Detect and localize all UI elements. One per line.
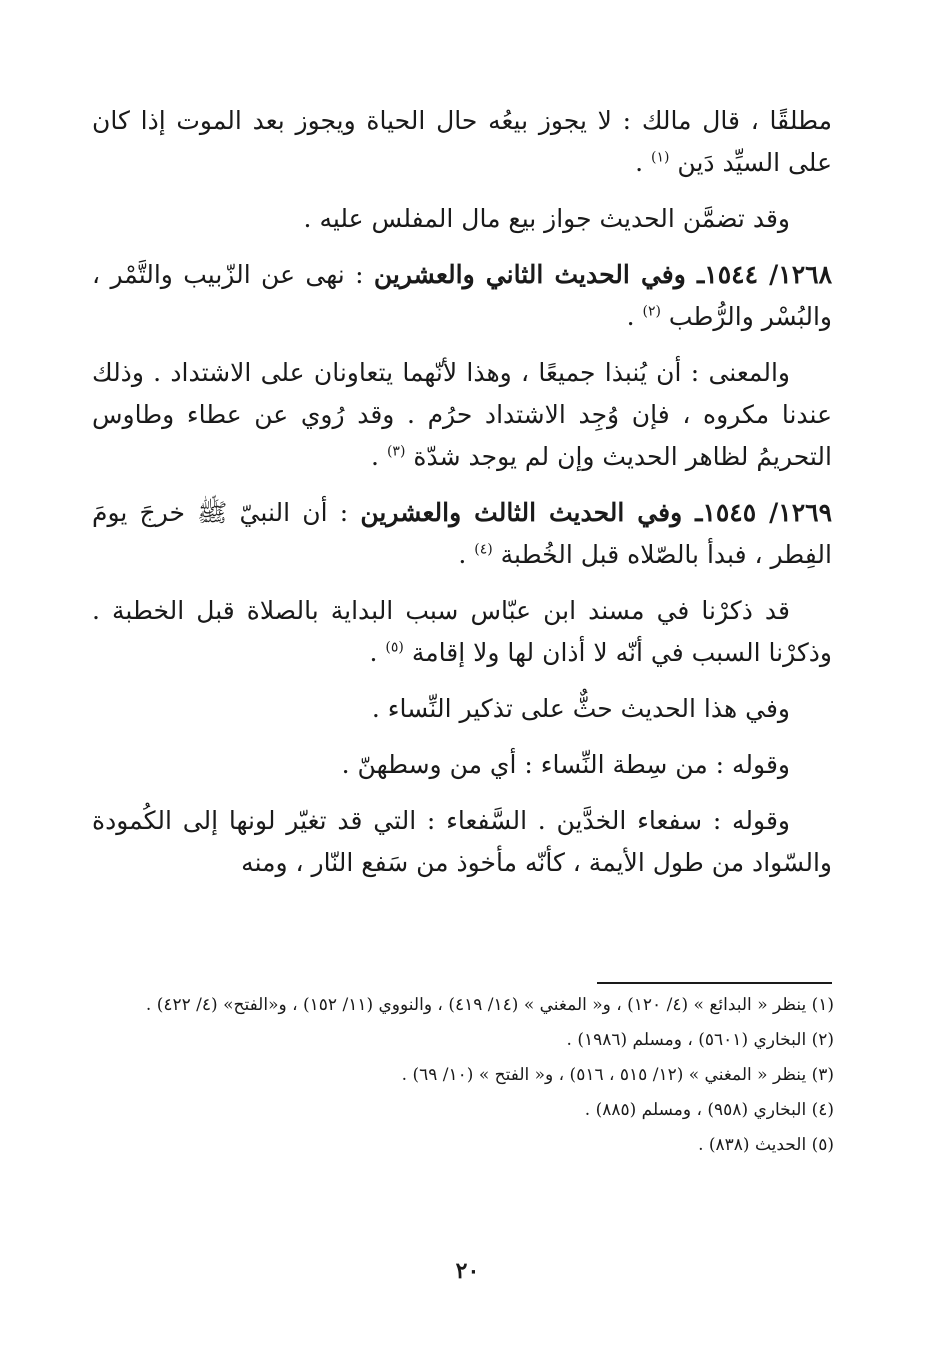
footnote-3: (٣) ينظر « المغني » (١٢/ ٥١٥ ، ٥١٦) ، و« الفتح » (١٠/ ٦٩) . xyxy=(401,1065,834,1085)
paragraph-1-text: مطلقًا ، قال مالك : لا يجوز بيعُه حال الحياة ويجوز بعد الموت إذا كان على السيِّد دَين xyxy=(92,106,832,177)
hadith-1268-text: : نهى عن الزّبيب والتَّمْر ، والبُسْر والرُّطب xyxy=(92,260,832,331)
page-number: ٢٠ xyxy=(455,1258,480,1284)
footnote-marker-2: (٢) xyxy=(642,303,661,320)
footnote-2: (٢) البخاري (٥٦٠١) ، ومسلم (١٩٨٦) . xyxy=(566,1030,834,1050)
footnote-marker-5: (٥) xyxy=(385,639,404,656)
paragraph-4 xyxy=(92,352,832,478)
paragraph-1-end: . xyxy=(635,148,651,177)
paragraph-9: وقوله : سفعاء الخدَّين . السَّفعاء : التي قد تغيّر لونها إلى الكُمودة والسّواد من طول الأيمة ، كأنّه مأخوذ من سَفع النّار ، ومنه xyxy=(92,806,832,877)
hadith-1269-number: ١٢٦٩/ ١٥٤٥ـ xyxy=(695,498,832,527)
hadith-1269 xyxy=(92,492,832,576)
paragraph-2: وقد تضمَّن الحديث جواز بيع مال المفلس عليه . xyxy=(303,204,790,233)
hadith-1268 xyxy=(92,254,832,338)
hadith-1269-title: وفي الحديث الثالث والعشرين xyxy=(360,498,696,527)
paragraph-1 xyxy=(92,100,832,184)
paragraph-8: وقوله : من سِطة النِّساء : أي من وسطهنّ . xyxy=(341,750,790,779)
paragraph-6-end: . xyxy=(369,638,386,667)
footnote-5: (٥) الحديث (٨٣٨) . xyxy=(698,1135,834,1155)
paragraph-6-text: قد ذكرْنا في مسند ابن عبّاس سبب البداية بالصلاة قبل الخطبة . وذكرْنا السبب في أنّه لا أذان لها ولا إقامة xyxy=(92,596,832,667)
hadith-1268-title: وفي الحديث الثاني والعشرين xyxy=(373,260,697,289)
hadith-1269-end: . xyxy=(458,540,475,569)
footnote-marker-1: (١) xyxy=(651,149,670,166)
paragraph-4-text: والمعنى : أن يُنبذا جميعًا ، وهذا لأنّهما يتعاونان على الاشتداد . وذلك عندنا مكروه ، فإن وُجِد الاشتداد حرُم . وقد رُوي عن عطاء وطاوس التحريمُ لظاهر الحديث وإن لم يوجد شدّة xyxy=(92,358,832,471)
footnote-divider xyxy=(597,982,832,984)
main-text-block xyxy=(92,100,832,898)
paragraph-7: وفي هذا الحديث حثٌّ على تذكير النِّساء . xyxy=(371,694,790,723)
hadith-1268-number: ١٢٦٨/ ١٥٤٤ـ xyxy=(696,260,832,289)
footnote-1: (١) ينظر « البدائع » (٤/ ١٢٠) ، و« المغني » (١٤/ ٤١٩) ، والنووي (١١/ ١٥٢) ، و«الفتح» (٤/ ٤٢٢) . xyxy=(145,995,834,1015)
footnote-marker-4: (٤) xyxy=(474,541,493,558)
footnote-4: (٤) البخاري (٩٥٨) ، ومسلم (٨٨٥) . xyxy=(584,1100,834,1120)
footnotes xyxy=(92,992,834,1167)
paragraph-6 xyxy=(92,590,832,674)
hadith-1269-text: : أن النبيّ ﷺ خرجَ يومَ الفِطر ، فبدأ بالصّلاه قبل الخُطبة xyxy=(92,498,832,569)
paragraph-4-end: . xyxy=(371,442,387,471)
footnote-marker-3: (٣) xyxy=(386,443,406,460)
hadith-1268-end: . xyxy=(626,302,643,331)
